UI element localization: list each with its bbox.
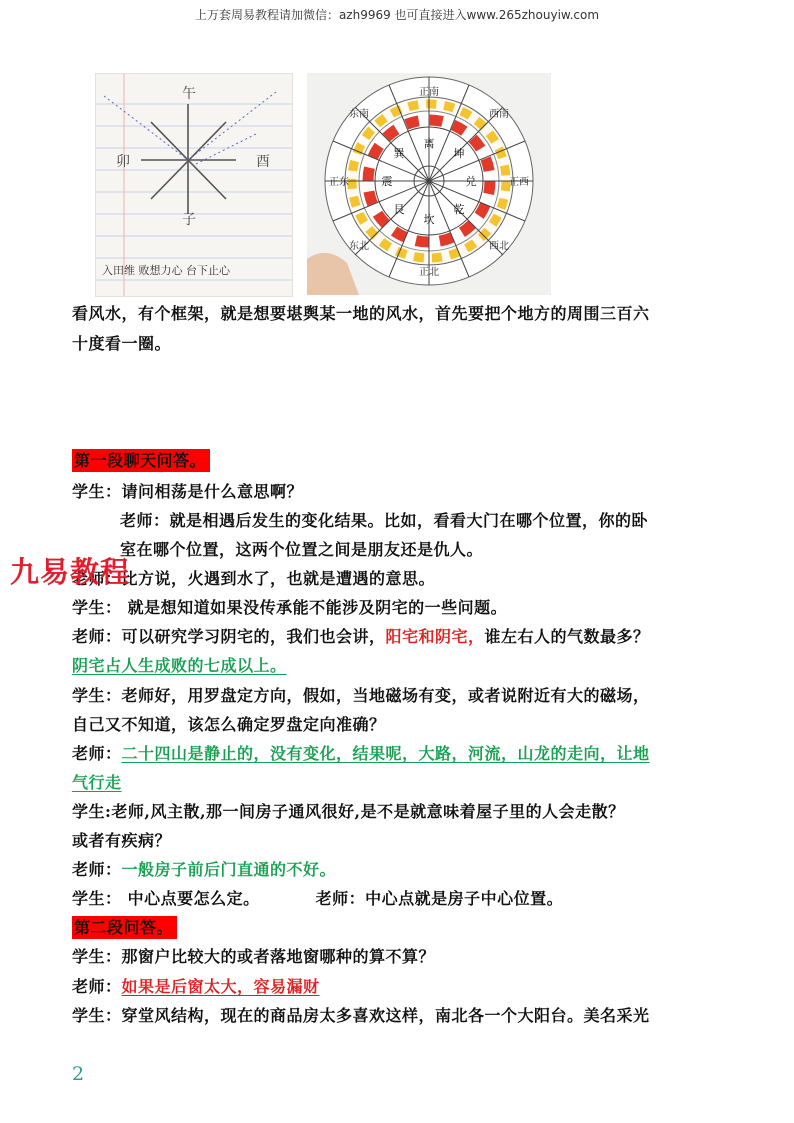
qa-line-6-a: 老师：可以研究学习阴宅的，我们也会讲， <box>72 627 386 646</box>
qa2-line-2-a: 老师： <box>72 977 122 996</box>
section-2-title <box>72 918 177 938</box>
trigram-kan: 坎 <box>423 213 435 226</box>
qa-line-9: 自己又不知道，该怎么确定罗盘定向准确？ <box>72 715 386 734</box>
trigram-gen: 艮 <box>393 203 405 216</box>
qa-line-8: 学生：老师好，用罗盘定方向，假如，当地磁场有变，或者说附近有大的磁场， <box>72 686 650 705</box>
qa-line-15 <box>72 889 563 909</box>
qa-line-6-red: 阳宅和阴宅， <box>385 627 485 646</box>
qa-line-10-green: 二十四山是静止的，没有变化，结果呢，大路，河流，山龙的走向，让地 <box>121 744 650 763</box>
dir-southeast: 东南 <box>349 109 369 120</box>
qa-line-5: 学生： 就是想知道如果没传承能不能涉及阴宅的一些问题。 <box>72 598 508 617</box>
section-1-title-text: 第一段聊天问答。 <box>72 449 210 472</box>
qa-line-4: 老师：比方说，火遇到水了，也就是遭遇的意思。 <box>72 569 436 588</box>
trigram-xun: 巽 <box>393 147 405 160</box>
sketch-label-wu: 午 <box>182 86 196 102</box>
section-1-title <box>72 451 210 471</box>
qa-line-13: 或者有疾病？ <box>72 831 172 850</box>
qa-line-6-c: 谁左右人的气数最多？ <box>484 627 650 646</box>
qa-line-10-a: 老师： <box>72 744 122 763</box>
qa2-line-1: 学生：那窗户比较大的或者落地窗哪种的算不算？ <box>72 947 436 966</box>
qa-line-6 <box>72 627 650 647</box>
qa-line-15-a: 学生： 中心点要怎么定。 <box>72 889 260 908</box>
sketch-label-mao: 卯 <box>116 154 130 170</box>
qa-line-10 <box>72 744 650 764</box>
intro-line-2: 十度看一圈。 <box>72 334 172 353</box>
qa-line-14-green: 一般房子前后门直通的不好。 <box>121 860 337 879</box>
dir-east: 正东 <box>329 177 349 188</box>
qa2-line-2-red: 如果是后窗太大，容易漏财 <box>121 977 320 996</box>
qa-line-3: 室在哪个位置，这两个位置之间是朋友还是仇人。 <box>120 540 484 559</box>
dir-west: 正西 <box>509 177 529 188</box>
trigram-dui: 兑 <box>465 175 477 188</box>
section-2-title-text: 第二段问答。 <box>72 916 177 939</box>
page-header: 上万套周易教程请加微信：azh9969 也可直接进入www.265zhouyiw.com <box>194 8 600 22</box>
sketch-bottom-note: 入田维 败想力心 台下止心 <box>102 264 230 277</box>
compass-image <box>307 73 551 295</box>
qa-line-15-b: 老师：中心点就是房子中心位置。 <box>315 889 564 908</box>
dir-northwest: 西北 <box>489 241 509 252</box>
dir-northeast: 东北 <box>349 241 369 252</box>
qa-line-2: 老师：就是相遇后发生的变化结果。比如，看看大门在哪个位置，你的卧 <box>120 511 649 530</box>
qa-line-14-a: 老师： <box>72 860 122 879</box>
trigram-kun: 坤 <box>453 147 465 160</box>
dir-north: 正北 <box>419 267 439 278</box>
qa-line-1: 学生：请问相荡是什么意思啊？ <box>72 482 304 501</box>
dir-southwest: 西南 <box>489 109 509 120</box>
sketch-label-zi: 子 <box>182 212 196 228</box>
qa-line-11: 气行走 <box>72 773 122 792</box>
page-number: 2 <box>72 1063 85 1085</box>
qa2-line-2 <box>72 977 320 997</box>
sketch-label-you: 酉 <box>256 154 270 170</box>
watermark: 九易教程 <box>10 555 131 589</box>
trigram-li: 离 <box>423 137 435 150</box>
trigram-zhen: 震 <box>381 175 393 188</box>
qa-line-7: 阴宅占人生成败的七成以上。 <box>72 656 287 675</box>
qa2-line-3: 学生：穿堂风结构，现在的商品房太多喜欢这样，南北各一个大阳台。美名采光 <box>72 1006 650 1025</box>
trigram-qian: 乾 <box>453 203 465 216</box>
dir-south: 正南 <box>419 87 439 98</box>
qa-line-12: 学生:老师,风主散,那一间房子通风很好,是不是就意味着屋子里的人会走散？ <box>72 802 625 821</box>
intro-line-1: 看风水，有个框架，就是想要堪舆某一地的风水，首先要把个地方的周围三百六 <box>72 304 650 323</box>
sketch-image <box>95 73 293 297</box>
qa-line-14 <box>72 860 336 880</box>
